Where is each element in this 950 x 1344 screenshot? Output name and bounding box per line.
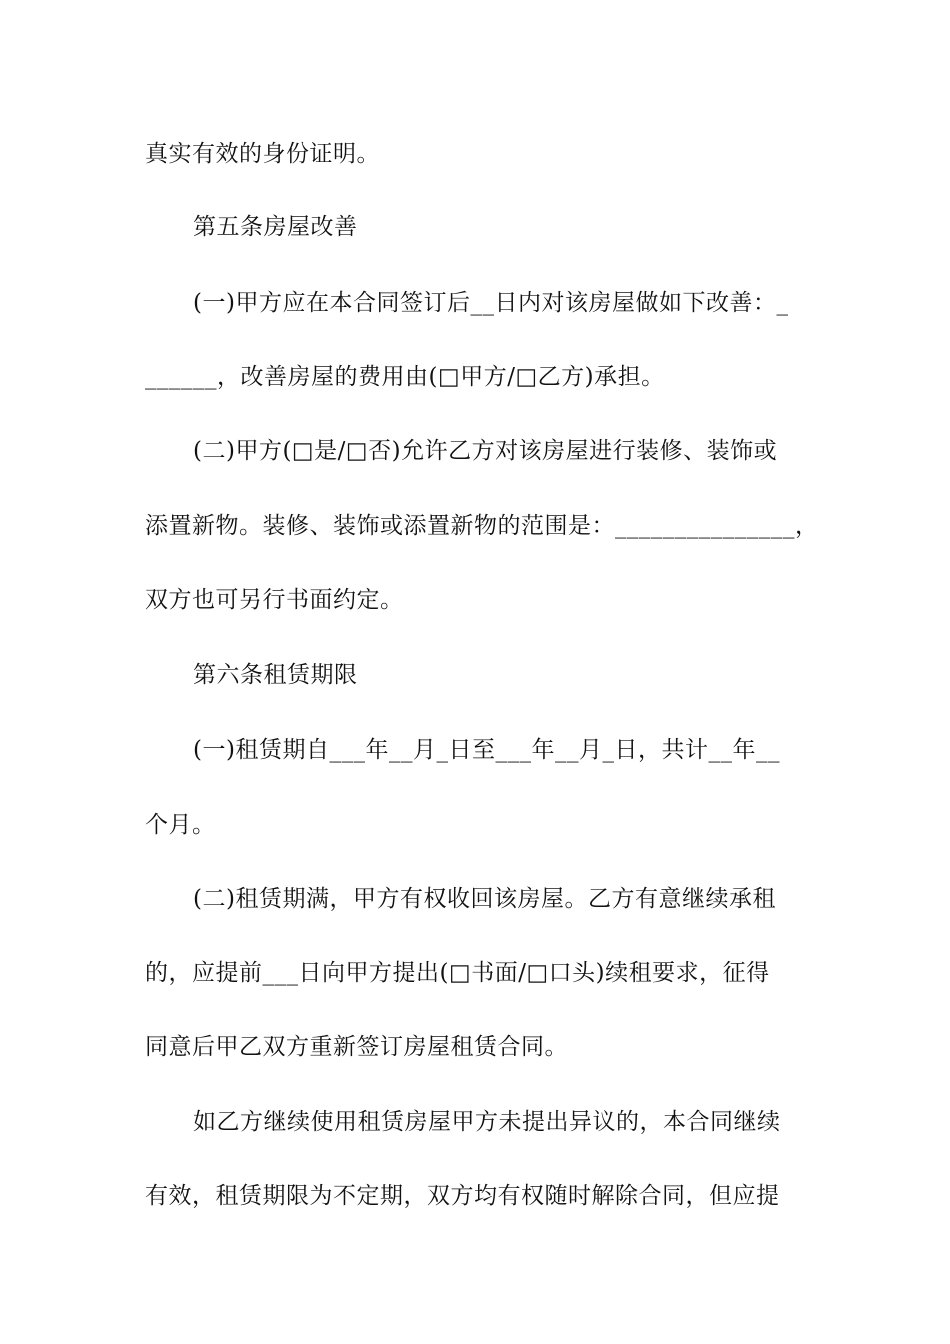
text-line: 添置新物。装修、装饰或添置新物的范围是：_______________，	[145, 513, 819, 539]
text-line: 如乙方继续使用租赁房屋甲方未提出异议的，本合同继续	[193, 1109, 781, 1135]
text-line: 的，应提前___日向甲方提出(□书面/□口头)续租要求，征得	[145, 960, 770, 986]
section-heading: 第五条房屋改善	[193, 214, 358, 240]
text-line: 有效，租赁期限为不定期，双方均有权随时解除合同，但应提	[145, 1183, 780, 1209]
section-heading: 第六条租赁期限	[193, 662, 358, 688]
text-line: ______，改善房屋的费用由(□甲方/□乙方)承担。	[145, 364, 665, 390]
text-line: 个月。	[145, 812, 216, 838]
text-line: 双方也可另行书面约定。	[145, 587, 404, 613]
text-line: (二)租赁期满，甲方有权收回该房屋。乙方有意继续承租	[193, 886, 776, 912]
text-line: 同意后甲乙双方重新签订房屋租赁合同。	[145, 1034, 568, 1060]
text-line: (一)甲方应在本合同签订后__日内对该房屋做如下改善：_	[193, 290, 789, 316]
text-line: (二)甲方(□是/□否)允许乙方对该房屋进行装修、装饰或	[193, 438, 778, 464]
text-line: (一)租赁期自___年__月_日至___年__月_日，共计__年__	[193, 737, 780, 763]
text-line: 真实有效的身份证明。	[145, 141, 380, 167]
